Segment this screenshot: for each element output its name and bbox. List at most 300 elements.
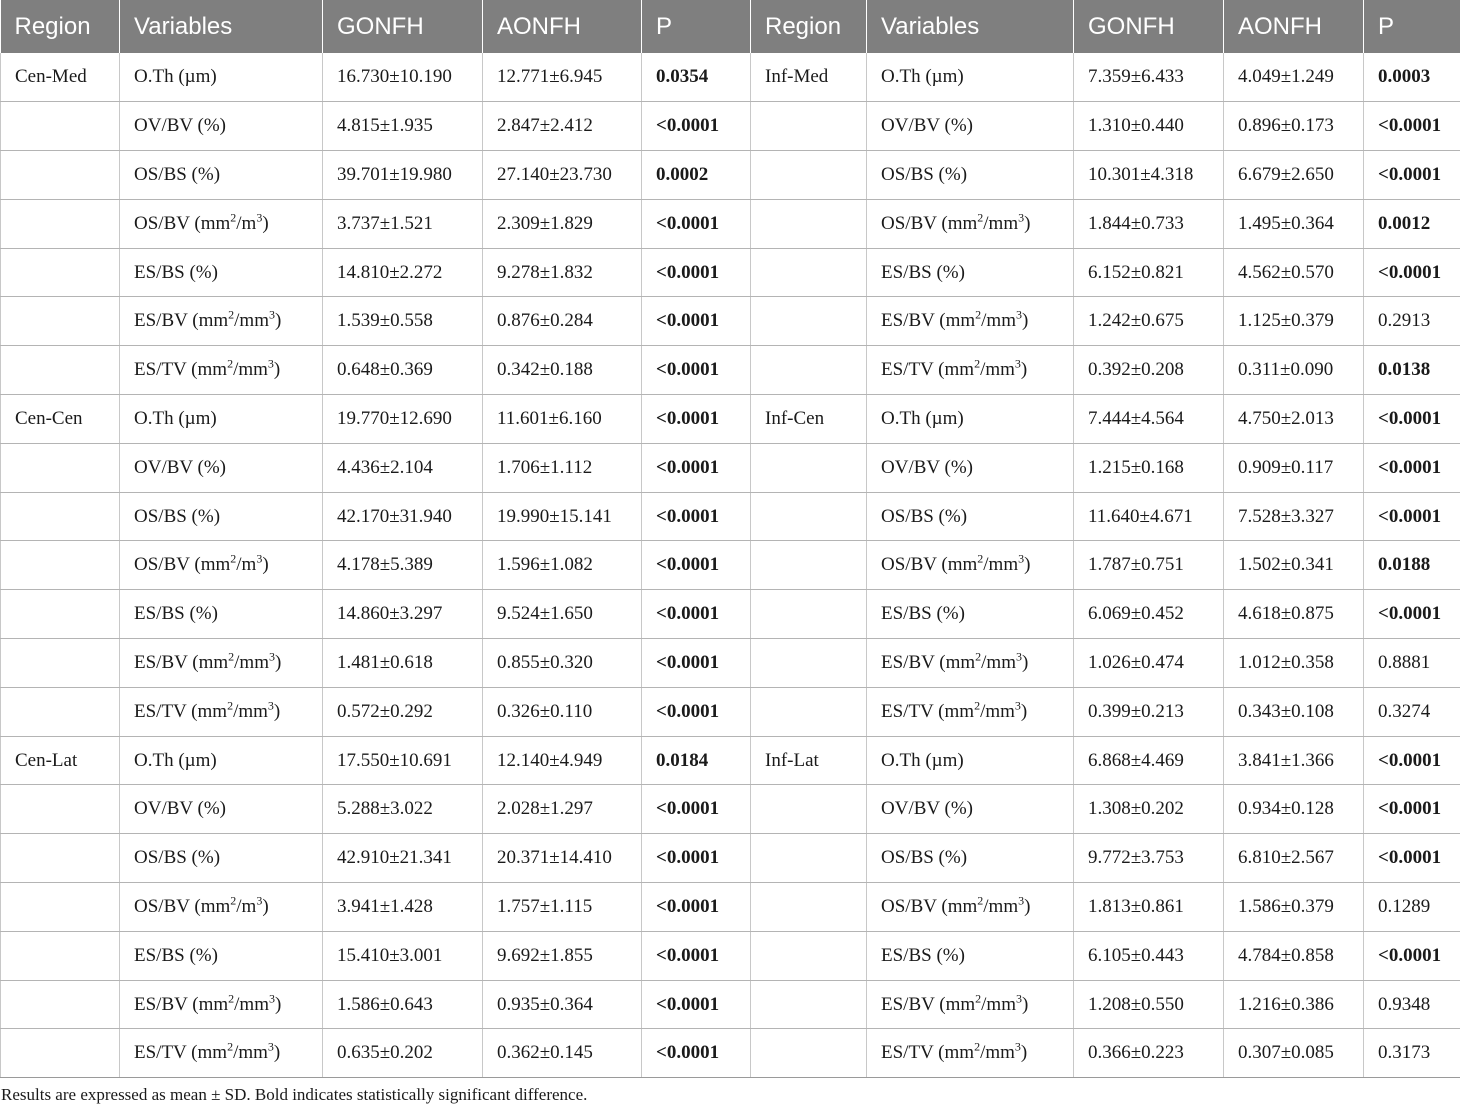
aonfh-cell: 0.855±0.320 — [483, 639, 642, 688]
variable-sup: 2 — [977, 552, 984, 567]
variable-suffix: /mm — [981, 310, 1016, 332]
p-value-cell: <0.0001 — [1364, 590, 1460, 639]
variable-suffix: ) — [1020, 1042, 1028, 1064]
variable-suffix: /mm — [983, 554, 1019, 576]
table-row — [1, 346, 1460, 395]
variable-cell — [867, 297, 1074, 346]
p-value-cell: <0.0001 — [1364, 785, 1460, 834]
variable-suffix: /mm — [981, 651, 1016, 673]
aonfh-cell: 4.784±0.858 — [1224, 931, 1364, 980]
p-value-cell: 0.9348 — [1364, 980, 1460, 1029]
region-cell — [751, 248, 867, 297]
variable-cell — [867, 980, 1074, 1029]
header-gonfh-left: GONFH — [323, 0, 483, 53]
p-value-cell: <0.0001 — [642, 590, 751, 639]
variable-name: ES/BS (%) — [134, 603, 218, 625]
variable-cell — [867, 151, 1074, 200]
variable-sup: 2 — [975, 991, 982, 1006]
variable-cell — [120, 590, 323, 639]
aonfh-cell: 4.049±1.249 — [1224, 53, 1364, 102]
variable-name: OS/BV (mm — [134, 212, 231, 234]
gonfh-cell: 1.844±0.733 — [1074, 199, 1224, 248]
variable-name: ES/BS (%) — [881, 603, 965, 625]
p-value-cell: <0.0001 — [1364, 443, 1460, 492]
variable-cell — [867, 248, 1074, 297]
p-value-cell: <0.0001 — [1364, 736, 1460, 785]
table-row — [1, 687, 1460, 736]
variable-name: OS/BV (mm — [134, 554, 231, 576]
table-row — [1, 834, 1460, 883]
variable-sup: 3 — [1018, 893, 1025, 908]
region-cell — [751, 102, 867, 151]
variable-cell — [120, 297, 323, 346]
gonfh-cell: 1.586±0.643 — [323, 980, 483, 1029]
header-variables-left: Variables — [120, 0, 323, 53]
variable-suffix: ) — [1024, 212, 1031, 234]
header-p-left: P — [642, 0, 751, 53]
region-cell — [1, 151, 120, 200]
gonfh-cell: 42.170±31.940 — [323, 492, 483, 541]
variable-name: ES/BV (mm — [881, 310, 976, 332]
aonfh-cell: 0.307±0.085 — [1224, 1029, 1364, 1078]
p-value-cell: <0.0001 — [642, 931, 751, 980]
aonfh-cell: 7.528±3.327 — [1224, 492, 1364, 541]
variable-name: ES/BS (%) — [881, 944, 965, 966]
table-row — [1, 590, 1460, 639]
p-value-cell: <0.0001 — [642, 297, 751, 346]
p-value-cell: <0.0001 — [642, 980, 751, 1029]
gonfh-cell: 1.813±0.861 — [1074, 883, 1224, 932]
gonfh-cell: 11.640±4.671 — [1074, 492, 1224, 541]
variable-suffix: /mm — [233, 700, 268, 722]
region-cell — [1, 199, 120, 248]
variable-name: ES/BV (mm — [881, 651, 976, 673]
variable-suffix: /mm — [981, 993, 1016, 1015]
gonfh-cell: 15.410±3.001 — [323, 931, 483, 980]
variable-suffix: /mm — [980, 1042, 1015, 1064]
region-cell — [751, 639, 867, 688]
gonfh-cell: 1.208±0.550 — [1074, 980, 1224, 1029]
variable-sup: 2 — [974, 1040, 981, 1054]
region-cell — [751, 297, 867, 346]
aonfh-cell: 0.896±0.173 — [1224, 102, 1364, 151]
header-aonfh-right: AONFH — [1224, 0, 1364, 53]
variable-suffix: /m — [236, 212, 257, 234]
table-row — [1, 199, 1460, 248]
aonfh-cell: 4.618±0.875 — [1224, 590, 1364, 639]
gonfh-cell: 7.444±4.564 — [1074, 395, 1224, 444]
variable-name: OS/BS (%) — [134, 163, 221, 185]
variable-suffix: ) — [262, 212, 269, 234]
variable-suffix: ) — [1021, 993, 1029, 1015]
variable-cell — [867, 785, 1074, 834]
aonfh-cell: 2.028±1.297 — [483, 785, 642, 834]
variable-name: OS/BV (mm — [881, 212, 978, 234]
gonfh-cell: 9.772±3.753 — [1074, 834, 1224, 883]
region-cell — [751, 1029, 867, 1078]
table-row — [1, 102, 1460, 151]
variable-cell — [120, 980, 323, 1029]
variable-suffix: ) — [1024, 554, 1031, 576]
gonfh-cell: 42.910±21.341 — [323, 834, 483, 883]
variable-sup: 2 — [230, 210, 237, 225]
p-value-cell: 0.0184 — [642, 736, 751, 785]
gonfh-cell: 0.392±0.208 — [1074, 346, 1224, 395]
p-value-cell: 0.0002 — [642, 151, 751, 200]
variable-sup: 3 — [256, 210, 263, 225]
aonfh-cell: 0.342±0.188 — [483, 346, 642, 395]
region-cell — [751, 785, 867, 834]
variable-suffix: ) — [273, 359, 281, 381]
variable-sup: 3 — [256, 552, 263, 567]
variable-cell — [120, 395, 323, 444]
region-cell — [1, 541, 120, 590]
variable-cell — [867, 199, 1074, 248]
p-value-cell: 0.0003 — [1364, 53, 1460, 102]
variable-suffix: ) — [273, 1042, 281, 1064]
aonfh-cell: 4.750±2.013 — [1224, 395, 1364, 444]
variable-name: O.Th (µm) — [134, 749, 217, 771]
variable-sup: 2 — [228, 649, 235, 664]
variable-suffix: /mm — [983, 895, 1019, 917]
variable-suffix: /m — [236, 554, 257, 576]
aonfh-cell: 0.934±0.128 — [1224, 785, 1364, 834]
variable-sup: 3 — [267, 1040, 274, 1054]
variable-cell — [120, 541, 323, 590]
region-cell — [1, 834, 120, 883]
region-cell — [1, 931, 120, 980]
aonfh-cell: 0.326±0.110 — [483, 687, 642, 736]
aonfh-cell: 12.771±6.945 — [483, 53, 642, 102]
p-value-cell: <0.0001 — [642, 639, 751, 688]
table-row — [1, 931, 1460, 980]
gonfh-cell: 6.069±0.452 — [1074, 590, 1224, 639]
variable-suffix: /mm — [233, 359, 268, 381]
variable-cell — [867, 492, 1074, 541]
aonfh-cell: 1.586±0.379 — [1224, 883, 1364, 932]
variable-cell — [867, 346, 1074, 395]
gonfh-cell: 1.308±0.202 — [1074, 785, 1224, 834]
p-value-cell: <0.0001 — [642, 883, 751, 932]
p-value-cell: 0.0138 — [1364, 346, 1460, 395]
aonfh-cell: 1.596±1.082 — [483, 541, 642, 590]
variable-cell — [120, 785, 323, 834]
region-cell — [751, 199, 867, 248]
region-cell — [751, 492, 867, 541]
variable-cell — [867, 639, 1074, 688]
table-row — [1, 297, 1460, 346]
table-row — [1, 1029, 1460, 1078]
gonfh-cell: 7.359±6.433 — [1074, 53, 1224, 102]
variable-sup: 2 — [227, 698, 234, 713]
region-cell — [1, 492, 120, 541]
variable-name: OS/BS (%) — [881, 505, 968, 527]
variable-suffix: ) — [274, 651, 282, 673]
variable-cell — [867, 541, 1074, 590]
aonfh-cell: 1.012±0.358 — [1224, 639, 1364, 688]
variable-name: ES/TV (mm — [881, 1042, 975, 1064]
variable-sup: 3 — [268, 991, 275, 1006]
aonfh-cell: 9.278±1.832 — [483, 248, 642, 297]
variable-sup: 2 — [974, 356, 981, 371]
p-value-cell: 0.0354 — [642, 53, 751, 102]
table-row — [1, 53, 1460, 102]
aonfh-cell: 6.810±2.567 — [1224, 834, 1364, 883]
variable-sup: 3 — [268, 308, 275, 323]
gonfh-cell: 4.436±2.104 — [323, 443, 483, 492]
p-value-cell: <0.0001 — [642, 346, 751, 395]
gonfh-cell: 3.737±1.521 — [323, 199, 483, 248]
region-cell — [751, 346, 867, 395]
table-row — [1, 248, 1460, 297]
variable-name: O.Th (µm) — [134, 407, 217, 429]
variable-name: ES/TV (mm — [134, 359, 228, 381]
aonfh-cell: 1.495±0.364 — [1224, 199, 1364, 248]
gonfh-cell: 6.152±0.821 — [1074, 248, 1224, 297]
variable-name: ES/BS (%) — [134, 261, 218, 283]
variable-cell — [120, 102, 323, 151]
variable-suffix: ) — [1020, 359, 1028, 381]
variable-name: ES/BV (mm — [134, 651, 229, 673]
variable-cell — [120, 443, 323, 492]
variable-cell — [867, 395, 1074, 444]
variable-name: OV/BV (%) — [134, 456, 227, 478]
aonfh-cell: 0.935±0.364 — [483, 980, 642, 1029]
region-cell — [1, 980, 120, 1029]
region-cell: Inf-Cen — [751, 395, 867, 444]
variable-sup: 3 — [1015, 308, 1022, 323]
variable-sup: 3 — [268, 649, 275, 664]
variable-suffix: ) — [262, 554, 269, 576]
region-cell — [751, 541, 867, 590]
gonfh-cell: 5.288±3.022 — [323, 785, 483, 834]
aonfh-cell: 0.362±0.145 — [483, 1029, 642, 1078]
variable-sup: 2 — [227, 1040, 234, 1054]
variable-cell — [120, 931, 323, 980]
aonfh-cell: 0.343±0.108 — [1224, 687, 1364, 736]
table-row — [1, 151, 1460, 200]
aonfh-cell: 2.847±2.412 — [483, 102, 642, 151]
gonfh-cell: 16.730±10.190 — [323, 53, 483, 102]
variable-name: ES/BV (mm — [134, 993, 229, 1015]
variable-suffix: /mm — [234, 310, 269, 332]
variable-cell — [867, 883, 1074, 932]
variable-cell — [120, 53, 323, 102]
variable-cell — [120, 687, 323, 736]
variable-name: ES/TV (mm — [881, 700, 975, 722]
variable-name: OV/BV (%) — [134, 115, 227, 137]
variable-cell — [867, 102, 1074, 151]
gonfh-cell: 0.635±0.202 — [323, 1029, 483, 1078]
aonfh-cell: 27.140±23.730 — [483, 151, 642, 200]
region-cell — [1, 639, 120, 688]
variable-cell — [867, 53, 1074, 102]
variable-cell — [867, 736, 1074, 785]
p-value-cell: <0.0001 — [1364, 151, 1460, 200]
variable-suffix: ) — [1021, 310, 1029, 332]
gonfh-cell: 39.701±19.980 — [323, 151, 483, 200]
gonfh-cell: 1.539±0.558 — [323, 297, 483, 346]
region-cell: Inf-Med — [751, 53, 867, 102]
p-value-cell: <0.0001 — [642, 1029, 751, 1078]
region-cell — [751, 687, 867, 736]
gonfh-cell: 6.868±4.469 — [1074, 736, 1224, 785]
region-cell — [751, 931, 867, 980]
aonfh-cell: 1.757±1.115 — [483, 883, 642, 932]
gonfh-cell: 19.770±12.690 — [323, 395, 483, 444]
variable-suffix: /mm — [233, 1042, 268, 1064]
variable-sup: 2 — [228, 308, 235, 323]
variable-sup: 2 — [228, 991, 235, 1006]
region-cell — [1, 687, 120, 736]
p-value-cell: <0.0001 — [642, 785, 751, 834]
table-row — [1, 980, 1460, 1029]
gonfh-cell: 1.215±0.168 — [1074, 443, 1224, 492]
region-cell — [1, 1029, 120, 1078]
region-cell — [1, 248, 120, 297]
variable-name: O.Th (µm) — [881, 66, 964, 88]
aonfh-cell: 1.216±0.386 — [1224, 980, 1364, 1029]
table-row — [1, 639, 1460, 688]
aonfh-cell: 9.692±1.855 — [483, 931, 642, 980]
region-cell — [751, 883, 867, 932]
variable-cell — [867, 1029, 1074, 1078]
p-value-cell: 0.8881 — [1364, 639, 1460, 688]
gonfh-cell: 1.310±0.440 — [1074, 102, 1224, 151]
table-row — [1, 785, 1460, 834]
aonfh-cell: 11.601±6.160 — [483, 395, 642, 444]
variable-name: O.Th (µm) — [881, 407, 964, 429]
region-cell — [751, 980, 867, 1029]
variable-name: ES/BV (mm — [881, 993, 976, 1015]
variable-name: OV/BV (%) — [881, 115, 974, 137]
variable-sup: 2 — [227, 356, 234, 371]
variable-cell — [120, 492, 323, 541]
variable-suffix: ) — [274, 310, 282, 332]
region-cell — [751, 590, 867, 639]
aonfh-cell: 1.706±1.112 — [483, 443, 642, 492]
variable-name: ES/TV (mm — [881, 359, 975, 381]
table-row — [1, 395, 1460, 444]
variable-suffix: ) — [274, 993, 282, 1015]
variable-cell — [120, 199, 323, 248]
variable-name: ES/TV (mm — [134, 700, 228, 722]
region-cell — [1, 102, 120, 151]
p-value-cell: <0.0001 — [1364, 834, 1460, 883]
region-cell: Cen-Cen — [1, 395, 120, 444]
variable-name: O.Th (µm) — [134, 66, 217, 88]
gonfh-cell: 14.810±2.272 — [323, 248, 483, 297]
header-region-right: Region — [751, 0, 867, 53]
variable-cell — [867, 590, 1074, 639]
p-value-cell: <0.0001 — [642, 199, 751, 248]
p-value-cell: 0.3173 — [1364, 1029, 1460, 1078]
p-value-cell: 0.1289 — [1364, 883, 1460, 932]
variable-name: OV/BV (%) — [881, 798, 974, 820]
gonfh-cell: 14.860±3.297 — [323, 590, 483, 639]
p-value-cell: 0.2913 — [1364, 297, 1460, 346]
variable-name: OS/BV (mm — [134, 895, 231, 917]
p-value-cell: <0.0001 — [1364, 395, 1460, 444]
header-aonfh-left: AONFH — [483, 0, 642, 53]
variable-name: OV/BV (%) — [881, 456, 974, 478]
variable-cell — [120, 151, 323, 200]
p-value-cell: <0.0001 — [642, 248, 751, 297]
region-cell — [1, 346, 120, 395]
aonfh-cell: 3.841±1.366 — [1224, 736, 1364, 785]
variable-sup: 3 — [1014, 356, 1021, 371]
gonfh-cell: 1.787±0.751 — [1074, 541, 1224, 590]
variable-suffix: ) — [262, 895, 269, 917]
region-cell: Cen-Med — [1, 53, 120, 102]
p-value-cell: 0.3274 — [1364, 687, 1460, 736]
variable-suffix: ) — [1021, 651, 1029, 673]
variable-suffix: ) — [1024, 895, 1031, 917]
p-value-cell: <0.0001 — [642, 395, 751, 444]
p-value-cell: 0.0012 — [1364, 199, 1460, 248]
variable-cell — [867, 687, 1074, 736]
variable-name: ES/BS (%) — [134, 944, 218, 966]
gonfh-cell: 4.815±1.935 — [323, 102, 483, 151]
variable-sup: 2 — [977, 210, 984, 225]
header-row — [1, 0, 1460, 53]
p-value-cell: <0.0001 — [642, 834, 751, 883]
variable-suffix: ) — [273, 700, 281, 722]
gonfh-cell: 6.105±0.443 — [1074, 931, 1224, 980]
variable-cell — [867, 443, 1074, 492]
gonfh-cell: 1.242±0.675 — [1074, 297, 1224, 346]
aonfh-cell: 1.502±0.341 — [1224, 541, 1364, 590]
table-header — [1, 0, 1460, 53]
gonfh-cell: 0.399±0.213 — [1074, 687, 1224, 736]
aonfh-cell: 0.909±0.117 — [1224, 443, 1364, 492]
variable-name: ES/BS (%) — [881, 261, 965, 283]
variable-suffix: /m — [236, 895, 257, 917]
gonfh-cell: 1.026±0.474 — [1074, 639, 1224, 688]
variable-suffix: /mm — [980, 700, 1015, 722]
aonfh-cell: 12.140±4.949 — [483, 736, 642, 785]
variable-cell — [120, 248, 323, 297]
variable-name: OV/BV (%) — [134, 798, 227, 820]
p-value-cell: <0.0001 — [1364, 492, 1460, 541]
variable-cell — [120, 346, 323, 395]
variable-name: OS/BS (%) — [134, 847, 221, 869]
variable-sup: 3 — [1014, 698, 1021, 713]
header-p-right: P — [1364, 0, 1460, 53]
p-value-cell: <0.0001 — [1364, 102, 1460, 151]
region-cell — [751, 834, 867, 883]
region-cell — [1, 785, 120, 834]
variable-cell — [120, 883, 323, 932]
variable-sup: 3 — [1014, 1040, 1021, 1054]
p-value-cell: <0.0001 — [1364, 931, 1460, 980]
gonfh-cell: 10.301±4.318 — [1074, 151, 1224, 200]
variable-sup: 3 — [1018, 210, 1025, 225]
region-cell — [1, 590, 120, 639]
variable-sup: 3 — [267, 356, 274, 371]
aonfh-cell: 1.125±0.379 — [1224, 297, 1364, 346]
aonfh-cell: 20.371±14.410 — [483, 834, 642, 883]
gonfh-cell: 0.572±0.292 — [323, 687, 483, 736]
p-value-cell: <0.0001 — [642, 102, 751, 151]
aonfh-cell: 19.990±15.141 — [483, 492, 642, 541]
variable-sup: 3 — [1015, 991, 1022, 1006]
gonfh-cell: 3.941±1.428 — [323, 883, 483, 932]
variable-cell — [120, 834, 323, 883]
aonfh-cell: 0.311±0.090 — [1224, 346, 1364, 395]
aonfh-cell: 4.562±0.570 — [1224, 248, 1364, 297]
gonfh-cell: 4.178±5.389 — [323, 541, 483, 590]
